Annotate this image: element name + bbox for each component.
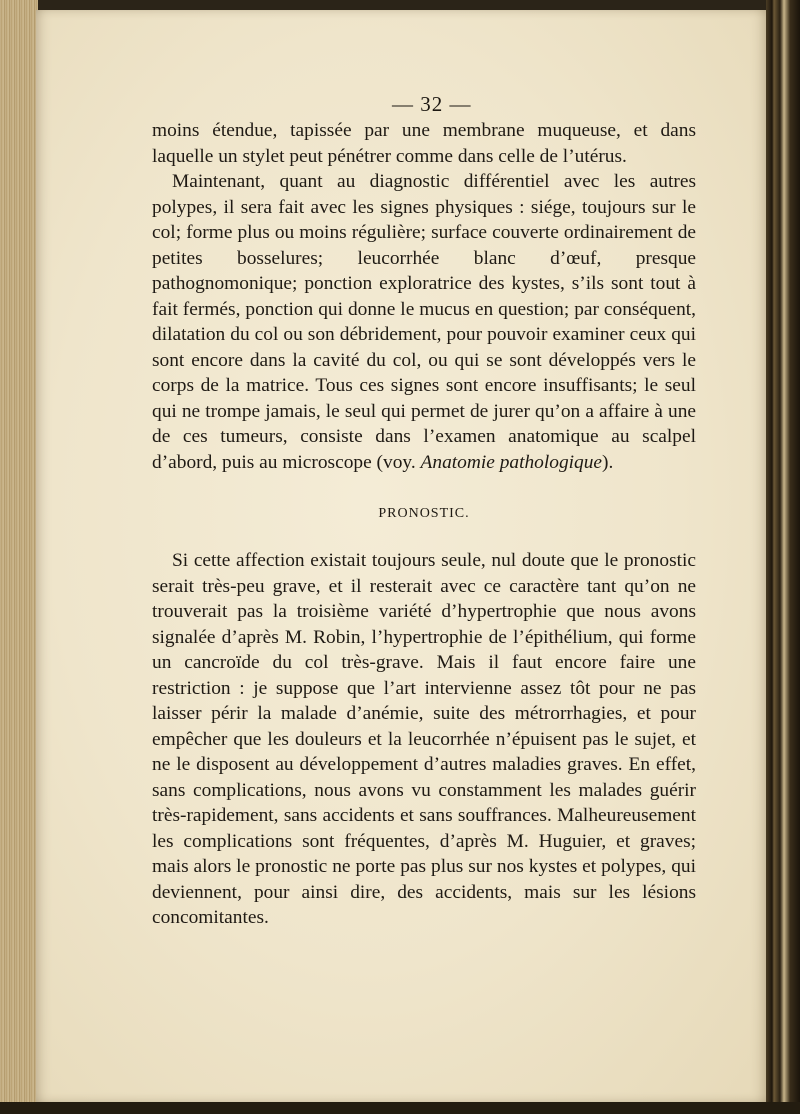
text-block-bottom xyxy=(152,548,696,931)
section-heading: PRONOSTIC. xyxy=(378,506,470,521)
italic-reference: Anatomie pathologique xyxy=(420,451,603,473)
paragraph-continuation: moins étendue, tapissée par une membrane muqueuse, et dans laquelle un stylet peut pénétrer comme dans celle de l’utérus. xyxy=(152,120,696,167)
page-number: — 32 — xyxy=(392,92,472,116)
book-spine-shadow-right xyxy=(766,0,800,1114)
page-stack-edge-left xyxy=(0,0,38,1114)
paragraph-diagnostic-text: Maintenant, quant au diagnostic différentiel avec les autres polypes, il sera fait avec les signes physiques : siége, toujours sur le col; forme plus ou moins régulière; surface couverte ordinairement de petites bosselures; leucorrhée blanc d’œuf, presque pathognomonique; ponction exploratrice des kystes, s’ils sont tout à fait fermés, ponction qui donne le mucus en question; par conséquent, dilatation du col ou son débridement, pour pouvoir examiner ceux qui sont encore dans la cavité du col, ou qui se sont développés vers le corps de la matrice. Tous ces signes sont encore insuffisants; le seul qui ne trompe jamais, le seul qui permet de jurer qu’on a affaire à une de ces tumeurs, consiste dans l’examen anatomique au scalpel d’abord, puis au microscope (voy. xyxy=(152,171,696,473)
scan-bottom-border xyxy=(0,1102,800,1114)
paragraph-diagnostic-end: ). xyxy=(602,451,614,473)
paragraph-diagnostic xyxy=(152,169,696,475)
paragraph-pronostic: Si cette affection existait toujours seule, nul doute que le pronostic serait très-peu grave, et il resterait avec ce caractère tant qu’on ne trouverait pas la troisième variété d’hypertrophie que nous avons signalée d’après M. Robin, l’hypertrophie de l’épithélium, qui forme un cancroïde du col très-grave. Mais il faut encore faire une restriction : je suppose que l’art intervienne assez tôt pour ne pas laisser périr la malade d’anémie, suite des métrorrhagies, et pour empêcher que les douleurs et la leucorrhée n’épuisent pas le sujet, et ne le disposent au développement d’autres maladies graves. En effet, sans complications, nous avons vu constamment les malades guérir très-rapidement, sans accidents et sans souffrances. Malheureusement les complications sont fréquentes, d’après M. Huguier, et graves; mais alors le pronostic ne porte pas plus sur nos kystes et polypes, qui deviennent, pour ainsi dire, des accidents, mais sur les lésions concomitantes. xyxy=(152,550,696,928)
text-block-top xyxy=(152,118,696,475)
